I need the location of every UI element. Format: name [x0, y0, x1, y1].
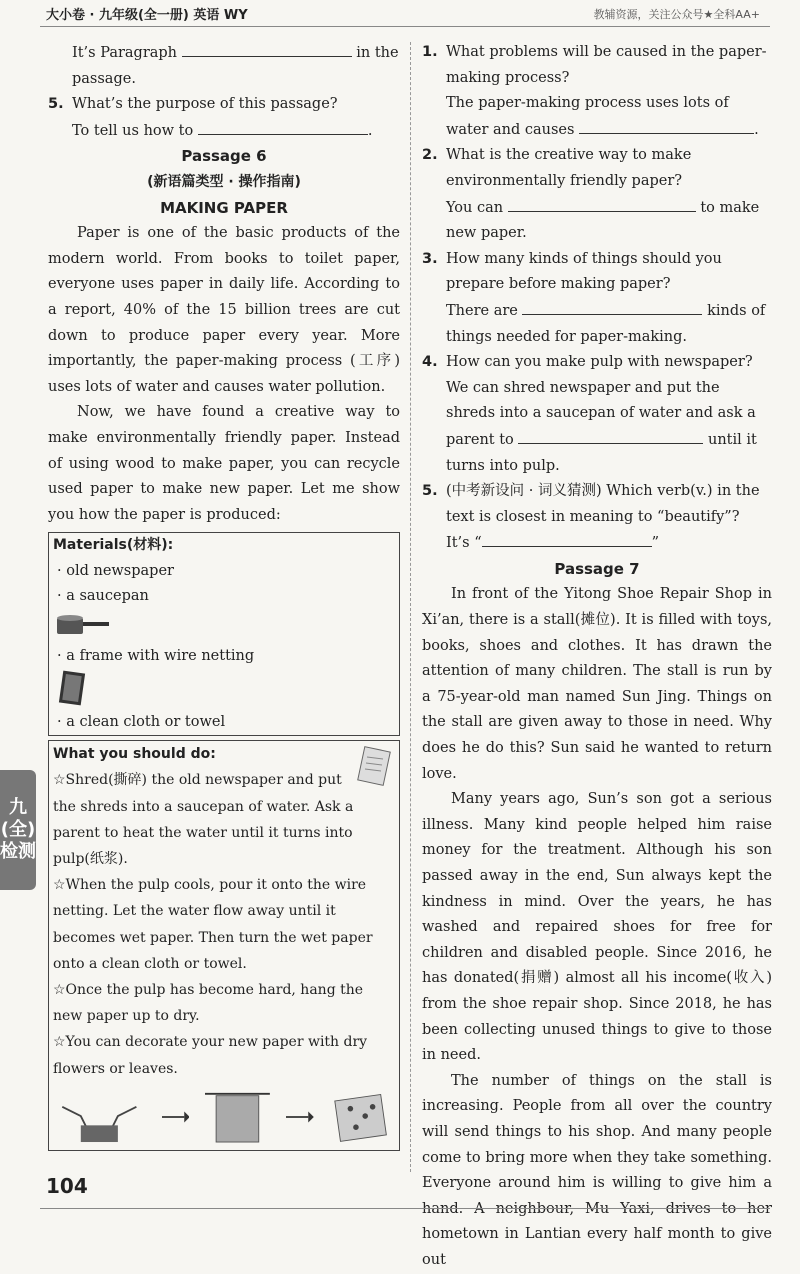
question-number: 4.	[422, 354, 438, 371]
answer-blank[interactable]	[482, 530, 652, 547]
column-divider	[410, 42, 411, 1172]
arrow-icon	[286, 1107, 314, 1127]
answer-prefix: There are	[446, 302, 518, 319]
footer-divider	[40, 1208, 770, 1209]
decorated-paper-icon	[330, 1086, 395, 1148]
passage6-heading: MAKING PAPER	[160, 198, 288, 217]
answer-suffix: to make new paper.	[446, 199, 760, 242]
q5-question: What’s the purpose of this passage?	[72, 96, 338, 113]
hanging-paper-icon	[205, 1086, 270, 1148]
answer-line	[446, 298, 772, 350]
answer-blank[interactable]	[579, 117, 754, 134]
question-number: 3.	[422, 250, 438, 267]
passage6-paragraph-1: Paper is one of the basic products of the modern world. From books to toilet paper, everyone uses paper in daily life. According to a report, 40% of the 15 billion trees are cut down to produce paper every year. More importantly, the paper-making process (工序) uses lots of water and causes water pollution.	[48, 225, 400, 395]
passage6-type: (新语篇类型 · 操作指南)	[147, 173, 301, 190]
passage7-paragraph-2: Many years ago, Sun’s son got a serious illness. Many kind people helped him raise money for the treatment. Although his son passed away in the end, Sun always kept the kindness in mind. Over the years, he has washed and repaired shoes for free for children and disabled people. Since 2016, he has donated(捐赠) almost all his income(收入) from the shoe repair shop. Since 2018, he has been collecting unused things to give to those in need.	[422, 791, 772, 1064]
material-item: · a saucepan	[57, 588, 149, 605]
left-column	[48, 40, 400, 1151]
question-3	[422, 247, 772, 350]
answer-suffix: .	[754, 121, 759, 138]
question-text: What is the creative way to make environmentally friendly paper?	[446, 147, 692, 189]
right-column	[422, 40, 772, 1274]
material-item: · a frame with wire netting	[57, 648, 255, 665]
material-item: · old newspaper	[57, 562, 174, 579]
header-promo: 教辅资源，关注公众号★全科AA+	[593, 8, 760, 21]
materials-box	[48, 532, 400, 736]
q5-blank[interactable]	[198, 118, 368, 135]
q5-answer-prefix: To tell us how to	[72, 122, 194, 139]
answer-prefix: You can	[446, 199, 504, 216]
question-2	[422, 143, 772, 246]
step-item: ☆Once the pulp has become hard, hang the new paper up to dry.	[53, 982, 364, 1025]
answer-line	[446, 376, 772, 479]
q4-answer-suffix: in the	[356, 45, 399, 61]
answer-suffix: ”	[651, 535, 660, 552]
steps-box	[48, 740, 400, 1151]
question-text: How many kinds of things should you prepare before making paper?	[446, 250, 722, 293]
saucepan-icon	[53, 610, 395, 644]
materials-title: Materials(材料):	[53, 537, 174, 554]
passage6-paragraph-2: Now, we have found a creative way to make environmentally friendly paper. Instead of using wood to make paper, you can recycle used paper to make new paper. Let me show you how the paper is produced:	[48, 404, 400, 523]
arrow-icon	[162, 1107, 190, 1127]
side-tab: 九(全)检测	[0, 770, 36, 890]
answer-line	[446, 530, 772, 557]
q4-answer-prefix: It’s Paragraph	[72, 45, 178, 61]
answer-line	[446, 91, 772, 143]
answer-prefix: It’s “	[446, 535, 482, 552]
answer-prefix: The paper-making process uses lots of water and causes	[446, 95, 729, 138]
passage7-paragraph-1: In front of the Yitong Shoe Repair Shop in Xi’an, there is a stall(摊位). It is filled with toys, books, shoes and clothes. It has drawn the attention of many children. The stall is run by a 75-year-old man named Sun Jing. Things on the stall are given away to those in need. Why does he do this? Sun said he wanted to return love.	[422, 586, 772, 782]
question-number: 2.	[422, 147, 438, 164]
newspaper-icon	[357, 745, 393, 789]
question-text: How can you make pulp with newspaper?	[446, 354, 753, 371]
answer-line	[446, 195, 772, 247]
q5-answer-line: To tell us how to .	[48, 118, 400, 145]
step-item: ☆You can decorate your new paper with dry flowers or leaves.	[53, 1034, 368, 1077]
process-illustrations	[53, 1086, 395, 1148]
answer-blank[interactable]	[508, 195, 696, 212]
question-1	[422, 40, 772, 143]
header-title: 大小卷 · 九年级(全一册) 英语 WY	[46, 8, 248, 23]
question-number: 5.	[422, 483, 438, 500]
question-4	[422, 350, 772, 479]
question-text: (中考新设问 · 词义猜测) Which verb(v.) in the text is closest in meaning to “beautify”?	[446, 483, 760, 525]
wire-frame-icon	[53, 670, 395, 710]
q5-number: 5.	[48, 96, 64, 113]
passage7-title: Passage 7	[554, 559, 640, 578]
step-item: ☆When the pulp cools, pour it onto the wire netting. Let the water flow away until it becomes wet paper. Then turn the wet paper onto a clean cloth or towel.	[53, 877, 373, 972]
question-number: 1.	[422, 44, 438, 60]
steps-title: What you should do:	[53, 746, 216, 763]
q5	[48, 92, 400, 118]
answer-suffix: until it turns into pulp.	[446, 431, 757, 474]
answer-blank[interactable]	[518, 427, 703, 444]
passage7-paragraph-3: The number of things on the stall is increasing. People from all over the country will send things to his shop. And many people come to bring more when they take something. Everyone around him is willing to give him a hand. A neighbour, Mu Yaxi, drives to her hometown in Lantian every half month to give out	[422, 1072, 772, 1268]
page-number: 104	[46, 1174, 88, 1198]
q4-answer-end: passage.	[72, 70, 136, 87]
answer-blank[interactable]	[522, 298, 702, 315]
question-5	[422, 479, 772, 557]
material-item: · a clean cloth or towel	[57, 713, 226, 730]
answer-prefix: We can shred newspaper and put the shreds into a saucepan of water and ask a parent to	[446, 379, 756, 448]
header-divider	[40, 26, 770, 27]
question-text: What problems will be caused in the paper-making process?	[446, 44, 767, 86]
q4-blank[interactable]	[182, 40, 352, 57]
answer-suffix: kinds of things needed for paper-making.	[446, 302, 766, 345]
step-item: ☆Shred(撕碎) the old newspaper and put the shreds into a saucepan of water. Ask a parent to heat the water until it turns into pulp(纸浆).	[53, 772, 354, 868]
passage6-title: Passage 6	[181, 147, 267, 166]
hands-pouring-icon	[53, 1086, 146, 1148]
q4-answer-line	[48, 40, 400, 67]
